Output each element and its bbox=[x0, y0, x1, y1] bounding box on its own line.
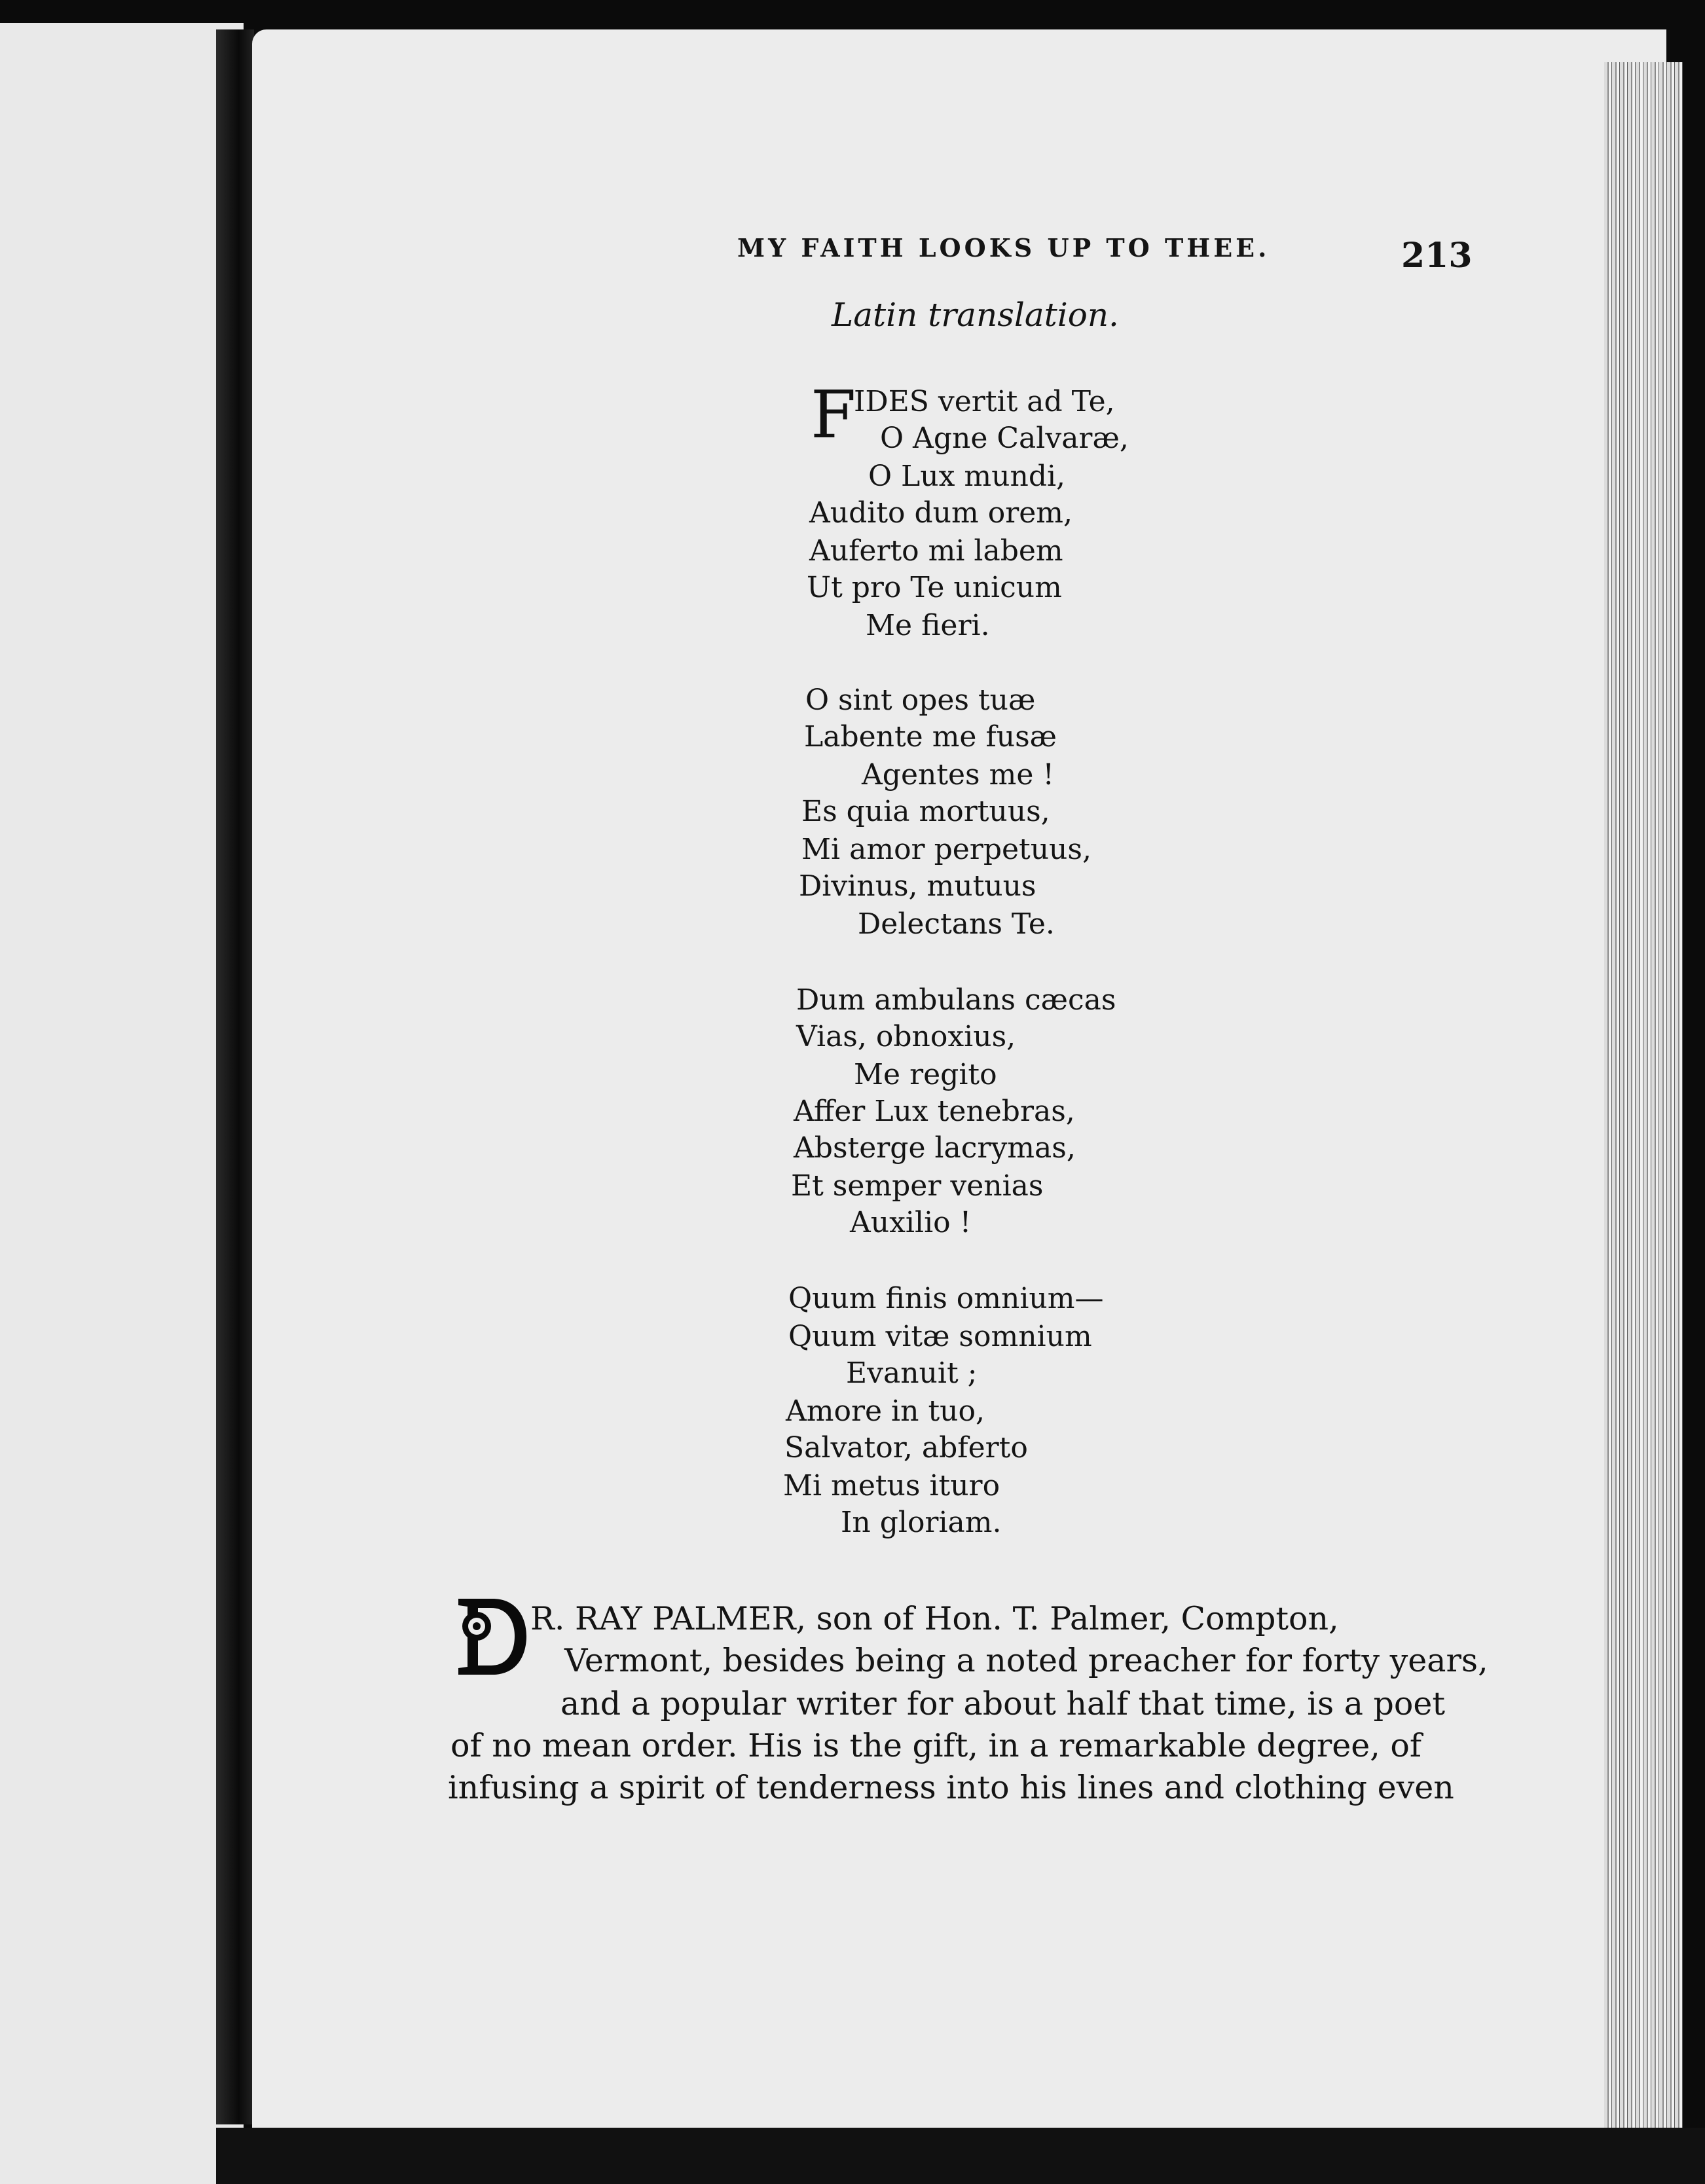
poem-line: Auferto mi labem bbox=[809, 534, 1063, 568]
page-number: 213 bbox=[1401, 236, 1473, 276]
facing-page bbox=[0, 23, 244, 2184]
poem-line: Mi amor perpetuus, bbox=[801, 833, 1091, 866]
poem-line: Evanuit ; bbox=[846, 1356, 978, 1390]
poem-line: O sint opes tuæ bbox=[805, 683, 1036, 717]
poem-line: O Lux mundi, bbox=[868, 460, 1066, 493]
poem-line: Labente me fusæ bbox=[804, 720, 1057, 754]
ornamental-initial-d bbox=[452, 1592, 529, 1680]
bottom-shadow bbox=[216, 2128, 1705, 2184]
poem-line: Affer Lux tenebras, bbox=[794, 1095, 1075, 1128]
book-gutter bbox=[216, 29, 254, 2124]
poem-line: Agentes me ! bbox=[862, 758, 1055, 792]
poem-line: Salvator, abferto bbox=[784, 1431, 1028, 1465]
poem-line: O Agne Calvaræ, bbox=[880, 422, 1129, 455]
page-edges bbox=[1604, 62, 1683, 2184]
poem-line: Audito dum orem, bbox=[809, 496, 1072, 530]
poem-line: Auxilio ! bbox=[850, 1206, 972, 1239]
drop-cap: F bbox=[811, 376, 856, 453]
poem-line: In gloriam. bbox=[841, 1506, 1002, 1539]
poem-line: Delectans Te. bbox=[858, 907, 1055, 941]
prose-line: Vermont, besides being a noted preacher for forty years, bbox=[564, 1642, 1488, 1679]
poem-line: Me fieri. bbox=[866, 609, 990, 642]
prose-line: of no mean order. His is the gift, in a remarkable degree, of bbox=[450, 1727, 1422, 1764]
poem-line: IDES vertit ad Te, bbox=[854, 385, 1115, 418]
prose-line: infusing a spirit of tenderness into his lines and clothing even bbox=[448, 1769, 1454, 1806]
section-heading: Latin translation. bbox=[832, 296, 1119, 334]
prose-line: and a popular writer for about half that time, is a poet bbox=[560, 1685, 1446, 1722]
poem-line: Amore in tuo, bbox=[786, 1394, 985, 1428]
poem-line: Ut pro Te unicum bbox=[807, 571, 1062, 604]
poem-line: Vias, obnoxius, bbox=[796, 1020, 1016, 1053]
poem-line: Mi metus ituro bbox=[783, 1469, 1000, 1502]
running-head: MY FAITH LOOKS UP TO THEE. bbox=[737, 233, 1270, 263]
poem-line: Absterge lacrymas, bbox=[794, 1131, 1076, 1165]
poem-line: Quum vitæ somnium bbox=[788, 1320, 1092, 1353]
poem-line: Dum ambulans cæcas bbox=[796, 983, 1116, 1017]
poem-line: Et semper venias bbox=[791, 1169, 1044, 1203]
prose-line: R. RAY PALMER, son of Hon. T. Palmer, Compton, bbox=[530, 1600, 1339, 1637]
poem-line: Divinus, mutuus bbox=[799, 869, 1036, 903]
poem-line: Me regito bbox=[854, 1058, 997, 1091]
poem-line: Es quia mortuus, bbox=[801, 795, 1050, 828]
poem-line: Quum finis omnium— bbox=[788, 1282, 1104, 1315]
